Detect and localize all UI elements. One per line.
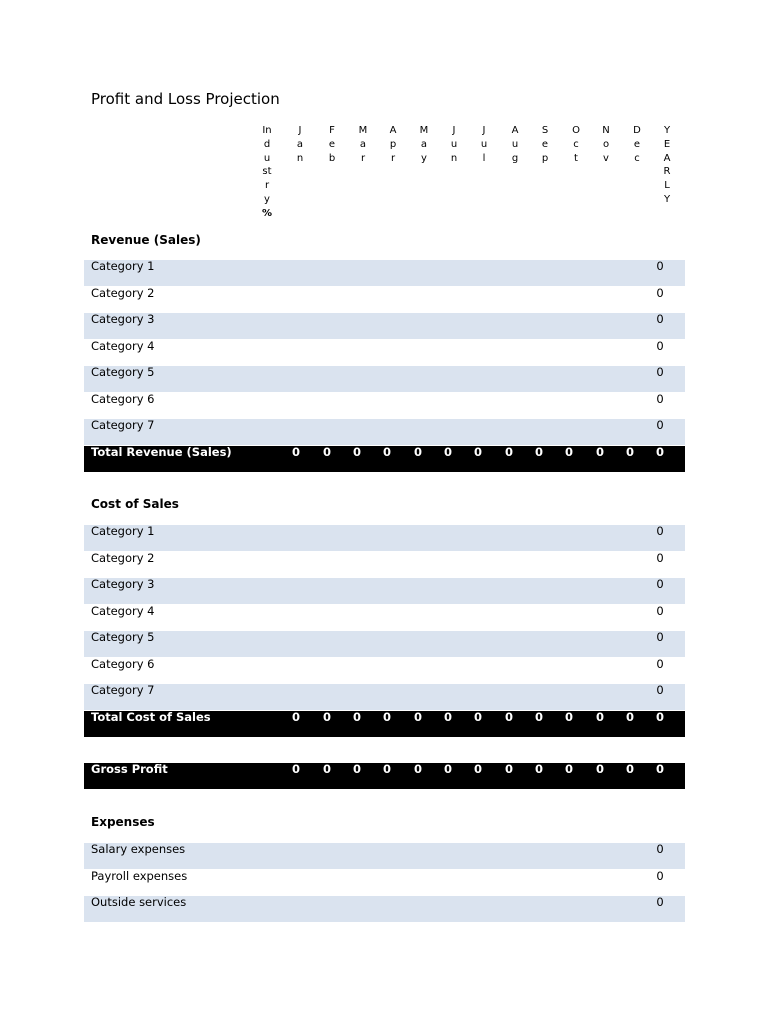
row-label: Category 7 bbox=[91, 418, 155, 432]
column-header-char: u bbox=[511, 138, 519, 150]
total-value: 0 bbox=[382, 709, 391, 724]
total-value: 0 bbox=[534, 709, 543, 724]
row-label: Category 5 bbox=[91, 365, 155, 379]
column-header-char: J bbox=[482, 125, 486, 136]
column-header-char: a bbox=[420, 138, 428, 150]
column-header bbox=[535, 124, 555, 165]
total-value: 0 bbox=[595, 762, 604, 776]
total-value: 0 bbox=[655, 444, 664, 459]
table-row bbox=[84, 870, 685, 896]
yearly-value: 0 bbox=[656, 630, 664, 644]
column-header-char: L bbox=[664, 180, 670, 192]
column-header bbox=[257, 124, 277, 221]
yearly-value: 0 bbox=[656, 391, 664, 406]
total-value: 0 bbox=[352, 762, 361, 776]
column-header-char: N bbox=[602, 125, 610, 136]
total-value: 0 bbox=[473, 762, 482, 776]
column-header-char: % bbox=[261, 207, 273, 219]
column-header-char: Y bbox=[663, 193, 671, 205]
column-header-char: a bbox=[296, 138, 304, 150]
column-header-char: e bbox=[541, 138, 549, 150]
total-value: 0 bbox=[322, 762, 331, 776]
total-value: 0 bbox=[504, 709, 513, 724]
total-value: 0 bbox=[443, 762, 452, 776]
total-row bbox=[84, 763, 685, 789]
yearly-value: 0 bbox=[656, 577, 664, 591]
column-header-char: n bbox=[450, 152, 458, 164]
table-row bbox=[84, 340, 685, 366]
table-row bbox=[84, 578, 685, 604]
column-header-char: g bbox=[511, 152, 519, 164]
total-label: Total Cost of Sales bbox=[91, 709, 211, 724]
total-value: 0 bbox=[625, 709, 634, 724]
row-label: Category 4 bbox=[91, 603, 155, 618]
yearly-value: 0 bbox=[656, 312, 664, 326]
total-row bbox=[84, 711, 685, 737]
row-label: Category 2 bbox=[91, 285, 155, 300]
table-row bbox=[84, 843, 685, 869]
column-header bbox=[290, 124, 310, 165]
total-value: 0 bbox=[625, 762, 634, 776]
column-header-char: a bbox=[359, 138, 367, 150]
column-header-char: p bbox=[541, 152, 549, 164]
total-value: 0 bbox=[322, 444, 331, 459]
yearly-value: 0 bbox=[656, 550, 664, 565]
page-title: Profit and Loss Projection bbox=[91, 90, 280, 108]
table-row bbox=[84, 525, 685, 551]
column-header-char: b bbox=[328, 152, 336, 164]
row-label: Category 1 bbox=[91, 524, 155, 538]
yearly-value: 0 bbox=[656, 895, 664, 909]
yearly-value: 0 bbox=[656, 338, 664, 353]
total-value: 0 bbox=[595, 444, 604, 459]
total-value: 0 bbox=[382, 444, 391, 459]
row-label: Category 5 bbox=[91, 630, 155, 644]
column-header bbox=[322, 124, 342, 165]
total-value: 0 bbox=[564, 444, 573, 459]
total-value: 0 bbox=[291, 709, 300, 724]
total-value: 0 bbox=[352, 709, 361, 724]
row-label: Category 3 bbox=[91, 577, 155, 591]
row-label: Salary expenses bbox=[91, 842, 186, 856]
column-header-char: u bbox=[263, 152, 271, 164]
yearly-value: 0 bbox=[656, 285, 664, 300]
column-header-char: E bbox=[663, 138, 671, 150]
column-header bbox=[596, 124, 616, 165]
column-header-char: st bbox=[262, 166, 272, 178]
row-label: Category 6 bbox=[91, 656, 155, 671]
column-header-char: O bbox=[572, 125, 580, 136]
column-header-char: r bbox=[390, 152, 396, 164]
column-header-char: In bbox=[262, 125, 272, 136]
total-value: 0 bbox=[595, 709, 604, 724]
table-row bbox=[84, 287, 685, 313]
total-value: 0 bbox=[413, 762, 422, 776]
column-header-char: u bbox=[480, 138, 488, 150]
total-value: 0 bbox=[504, 762, 513, 776]
column-header-char: r bbox=[264, 180, 270, 192]
column-header-char: A bbox=[511, 125, 519, 136]
yearly-value: 0 bbox=[656, 603, 664, 618]
column-header-char: F bbox=[329, 125, 335, 136]
total-row bbox=[84, 446, 685, 472]
column-header-char: c bbox=[634, 152, 640, 164]
table-row bbox=[84, 658, 685, 684]
total-value: 0 bbox=[443, 444, 452, 459]
total-value: 0 bbox=[655, 709, 664, 724]
yearly-value: 0 bbox=[656, 683, 664, 697]
total-label: Total Revenue (Sales) bbox=[91, 444, 232, 459]
row-label: Category 2 bbox=[91, 550, 155, 565]
column-header-char: v bbox=[603, 152, 609, 164]
column-header bbox=[627, 124, 647, 165]
total-value: 0 bbox=[625, 444, 634, 459]
total-value: 0 bbox=[413, 444, 422, 459]
total-value: 0 bbox=[413, 709, 422, 724]
column-header bbox=[444, 124, 464, 165]
column-header-char: y bbox=[421, 152, 427, 164]
column-header-char: p bbox=[389, 138, 397, 150]
column-header bbox=[414, 124, 434, 165]
column-header-char: o bbox=[602, 138, 610, 150]
total-value: 0 bbox=[352, 444, 361, 459]
total-value: 0 bbox=[291, 444, 300, 459]
column-header-char: y bbox=[264, 193, 270, 205]
total-value: 0 bbox=[564, 762, 573, 776]
column-header bbox=[657, 124, 677, 207]
table-row bbox=[84, 393, 685, 419]
table-row bbox=[84, 366, 685, 392]
total-value: 0 bbox=[534, 444, 543, 459]
row-label: Category 7 bbox=[91, 683, 155, 697]
table-row bbox=[84, 313, 685, 339]
column-header bbox=[474, 124, 494, 165]
column-header-char: D bbox=[633, 125, 641, 136]
total-value: 0 bbox=[473, 444, 482, 459]
column-header-char: d bbox=[263, 138, 271, 150]
total-value: 0 bbox=[291, 762, 300, 776]
table-row bbox=[84, 896, 685, 922]
column-header-char: A bbox=[389, 125, 397, 136]
yearly-value: 0 bbox=[656, 656, 664, 671]
total-label: Gross Profit bbox=[91, 762, 168, 776]
row-label: Category 1 bbox=[91, 259, 155, 273]
total-value: 0 bbox=[382, 762, 391, 776]
section-heading-cost-of-sales: Cost of Sales bbox=[91, 497, 179, 511]
total-value: 0 bbox=[564, 709, 573, 724]
column-header-char: J bbox=[298, 125, 302, 136]
table-row bbox=[84, 631, 685, 657]
column-header bbox=[383, 124, 403, 165]
column-header bbox=[353, 124, 373, 165]
row-label: Category 6 bbox=[91, 391, 155, 406]
row-label: Payroll expenses bbox=[91, 868, 188, 883]
table-row bbox=[84, 684, 685, 710]
yearly-value: 0 bbox=[656, 524, 664, 538]
column-header-char: n bbox=[296, 152, 304, 164]
table-row bbox=[84, 260, 685, 286]
total-value: 0 bbox=[504, 444, 513, 459]
section-heading-revenue: Revenue (Sales) bbox=[91, 233, 201, 247]
total-value: 0 bbox=[534, 762, 543, 776]
row-label: Category 3 bbox=[91, 312, 155, 326]
yearly-value: 0 bbox=[656, 259, 664, 273]
column-header-char: S bbox=[541, 125, 549, 136]
column-header-char: e bbox=[328, 138, 336, 150]
column-header-char: l bbox=[482, 152, 486, 164]
section-heading-expenses: Expenses bbox=[91, 815, 155, 829]
yearly-value: 0 bbox=[656, 868, 664, 883]
yearly-value: 0 bbox=[656, 842, 664, 856]
column-header-char: R bbox=[663, 166, 671, 178]
column-header-char: M bbox=[358, 125, 368, 136]
row-label: Category 4 bbox=[91, 338, 155, 353]
column-header-char: e bbox=[633, 138, 641, 150]
table-row bbox=[84, 419, 685, 445]
yearly-value: 0 bbox=[656, 418, 664, 432]
column-header-char: J bbox=[452, 125, 456, 136]
column-header bbox=[505, 124, 525, 165]
total-value: 0 bbox=[473, 709, 482, 724]
column-header-char: M bbox=[419, 125, 429, 136]
column-header-char: r bbox=[360, 152, 366, 164]
column-header-char: Y bbox=[663, 125, 671, 136]
row-label: Outside services bbox=[91, 895, 187, 909]
total-value: 0 bbox=[443, 709, 452, 724]
table-row bbox=[84, 552, 685, 578]
table-row bbox=[84, 605, 685, 631]
total-value: 0 bbox=[322, 709, 331, 724]
column-header-char: c bbox=[573, 138, 579, 150]
column-header-char: A bbox=[663, 152, 671, 164]
column-header bbox=[566, 124, 586, 165]
total-value: 0 bbox=[655, 762, 664, 776]
column-header-char: u bbox=[450, 138, 458, 150]
column-header-char: t bbox=[574, 152, 578, 164]
yearly-value: 0 bbox=[656, 365, 664, 379]
